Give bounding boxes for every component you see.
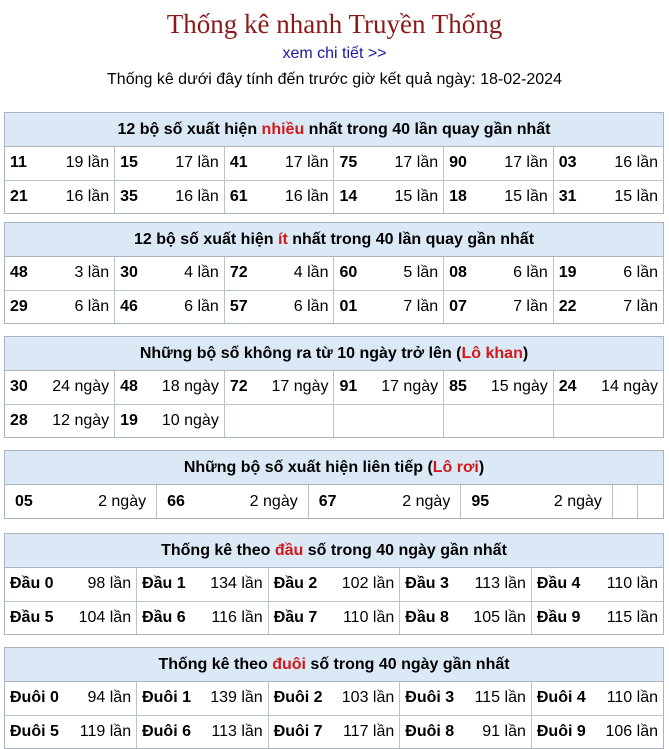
stat-cell [5,290,115,323]
table-row [5,715,663,748]
stat-value: 6 lần [74,297,110,315]
stat-cell [5,180,115,213]
stat-key: 35 [120,187,138,205]
stat-key: Đuôi 8 [405,722,455,740]
stat-value: 113 lần [211,722,263,740]
stat-cell [553,371,663,404]
stats-table [5,485,663,518]
heading-text: 12 bộ số xuất hiện [133,231,278,248]
stat-cell [5,147,115,180]
stat-value: 4 lần [184,264,219,282]
stat-key: Đuôi 7 [273,722,323,740]
stat-key: 15 [120,154,138,172]
stat-key: 30 [120,264,138,282]
stat-value: 24 ngày [52,378,110,396]
stat-value: 2 ngày [402,492,451,510]
stat-key: 22 [558,297,577,315]
stat-cell [553,290,663,323]
stat-cell [224,257,334,290]
stat-cell [612,485,637,518]
stat-cell [115,290,225,323]
stat-key: 07 [449,297,467,315]
stat-value: 15 lần [394,187,439,205]
stat-key: 85 [449,378,467,396]
stat-cell [268,568,400,601]
heading-text: ) [522,345,529,362]
stat-value: 91 lần [482,722,526,740]
heading-highlight: nhiều [261,121,305,138]
stat-value: 10 ngày [161,411,219,429]
stat-cell [553,404,663,437]
stat-key: 11 [10,154,27,172]
stat-cell [308,485,461,518]
stat-cell [553,257,663,290]
heading-text: 12 bộ số xuất hiện [117,121,262,138]
stat-cell [334,371,444,404]
stat-key: Đuôi 3 [405,689,455,707]
view-details-link[interactable]: xem chi tiết >> [282,45,387,62]
stat-key: 60 [339,264,358,282]
heading-text: Thống kê theo [158,656,273,673]
stat-value: 139 lần [210,689,263,707]
stat-cell [444,371,554,404]
stat-value: 6 lần [623,264,658,282]
table-row [5,290,663,323]
stat-value: 104 lần [78,608,132,626]
stat-cell [268,682,400,715]
table-row [5,601,663,634]
heading-text: ) [478,459,485,476]
stat-key: 46 [120,297,138,315]
stat-cell [5,404,115,437]
stat-cell [400,682,532,715]
stat-cell [444,290,554,323]
stat-cell [137,568,269,601]
stat-key: Đầu 9 [536,608,581,626]
stat-cell [531,715,663,748]
stat-key: 91 [339,378,358,396]
stat-value: 16 lần [175,187,219,205]
stat-key: 18 [449,187,467,205]
stat-cell [638,485,663,518]
stat-cell [553,180,663,213]
stat-value: 103 lần [341,689,395,707]
heading-text: nhất trong 40 lần quay gần nhất [304,121,551,138]
stat-cell [531,601,663,634]
stat-cell [5,715,137,748]
stat-key: 28 [10,411,28,429]
stat-cell [115,371,225,404]
stat-key: Đuôi 4 [536,689,586,707]
stat-key: 30 [10,378,28,396]
stat-value: 7 lần [403,297,439,315]
date-note: Thống kê dưới đây tính đến trước giờ kết quả ngày: 18-02-2024 [107,71,562,88]
stat-key: 95 [471,492,490,510]
section-heading [5,337,663,371]
stat-value: 5 lần [403,264,439,282]
stat-key: 08 [449,264,467,282]
stat-cell [115,257,225,290]
section-heading [5,451,663,485]
stat-value: 94 lần [87,689,132,707]
stat-value: 14 ngày [601,378,658,396]
stat-value: 7 lần [623,297,658,315]
stat-value: 102 lần [341,575,395,593]
stat-key: 66 [167,492,185,510]
stat-value: 115 lần [606,608,658,626]
heading-text: nhất trong 40 lần quay gần nhất [287,231,535,248]
stat-value: 15 ngày [490,378,548,396]
stat-value: 110 lần [606,689,658,707]
stat-key: 14 [339,187,358,205]
stat-cell [334,290,444,323]
stats-table [5,371,663,437]
stat-cell [334,147,444,180]
stat-value: 119 lần [79,722,132,740]
stat-value: 15 lần [504,187,548,205]
table-row [5,568,663,601]
stat-key: 57 [229,297,248,315]
stat-key: Đuôi 1 [142,689,191,707]
stat-value: 115 lần [474,689,526,707]
stat-cell [137,601,269,634]
stat-cell [115,147,225,180]
stat-key: 29 [10,297,28,315]
stat-cell [224,180,334,213]
stat-value: 15 lần [614,187,658,205]
stat-key: 48 [120,378,138,396]
stat-value: 17 lần [284,154,329,172]
stat-value: 134 lần [210,575,263,593]
section-heading [5,113,663,147]
stat-key: Đuôi 0 [10,689,59,707]
stat-cell [531,568,663,601]
stat-cell [444,257,554,290]
stat-key: Đầu 1 [142,575,186,593]
stat-value: 17 lần [175,154,219,172]
stat-key: Đuôi 2 [273,689,323,707]
section-heading [5,648,663,682]
page-title: Thống kê nhanh Truyền Thống [166,9,503,39]
table-row [5,682,663,715]
stat-value: 116 lần [211,608,263,626]
stat-value: 98 lần [87,575,132,593]
page-header [0,0,669,90]
stat-key: 24 [558,378,577,396]
stat-cell [444,404,554,437]
stat-cell [334,404,444,437]
table-row [5,485,663,518]
table-row [5,371,663,404]
stat-key: 19 [120,411,138,429]
lo-khan-section [4,336,664,438]
stats-table [5,568,663,634]
stat-key: Đầu 6 [142,608,186,626]
lo-roi-section [4,450,664,519]
stat-cell [444,180,554,213]
stat-cell [5,371,115,404]
stat-value: 17 lần [394,154,439,172]
dau-stats-section [4,533,664,635]
heading-highlight: đầu [274,542,304,559]
stat-key: 72 [229,378,248,396]
stat-cell [224,404,334,437]
stat-value: 17 ngày [271,378,329,396]
stat-value: 2 ngày [249,492,298,510]
table-row [5,147,663,180]
heading-text: Thống kê theo [161,542,275,559]
stat-value: 6 lần [513,264,548,282]
stat-cell [137,682,269,715]
stat-key: 75 [339,154,358,172]
section-heading [5,223,663,257]
stat-value: 17 ngày [381,378,439,396]
stats-table [5,257,663,323]
heading-highlight: Lô rơi [432,459,479,476]
stats-table [5,682,663,748]
stat-cell [334,257,444,290]
table-row [5,404,663,437]
heading-highlight: Lô khan [461,345,523,362]
stat-cell [444,147,554,180]
duoi-stats-section [4,647,664,749]
stat-cell [400,715,532,748]
stat-cell [224,371,334,404]
stat-key: 61 [229,187,248,205]
stat-cell [268,715,400,748]
heading-text: số trong 40 ngày gần nhất [303,542,507,559]
heading-text: số trong 40 ngày gần nhất [305,656,510,673]
stat-key: 72 [229,264,248,282]
stat-key: Đầu 3 [405,575,449,593]
stat-value: 3 lần [74,264,110,282]
heading-text: Những bộ số không ra từ 10 ngày trở lên ( [139,345,462,362]
stat-cell [115,404,225,437]
stat-value: 12 ngày [52,411,110,429]
stat-key: Đầu 2 [273,575,318,593]
stat-key: 48 [10,264,28,282]
stat-cell [334,180,444,213]
stat-cell [5,485,157,518]
stat-value: 17 lần [504,154,548,172]
stat-key: Đuôi 6 [142,722,191,740]
stats-table [5,147,663,213]
most-frequent-section [4,112,664,214]
stat-key: 67 [318,492,337,510]
stat-key: Đuôi 9 [536,722,586,740]
stat-cell [531,682,663,715]
stat-cell [553,147,663,180]
stat-cell [115,180,225,213]
stat-value: 2 ngày [98,492,147,510]
stat-value: 16 lần [65,187,110,205]
stat-key: Đầu 4 [536,575,581,593]
stat-key: 01 [339,297,358,315]
heading-text: Những bộ số xuất hiện liên tiếp ( [183,459,433,476]
stat-value: 106 lần [605,722,658,740]
stat-value: 117 lần [342,722,395,740]
stat-cell [268,601,400,634]
stat-value: 6 lần [184,297,219,315]
heading-highlight: ít [278,231,288,248]
stat-cell [157,485,309,518]
stat-key: Đầu 8 [405,608,449,626]
stat-cell [461,485,613,518]
stat-cell [5,601,137,634]
stat-key: 90 [449,154,467,172]
table-row [5,257,663,290]
stat-key: 31 [558,187,577,205]
stat-key: Đuôi 5 [10,722,59,740]
stat-key: 03 [558,154,577,172]
stat-value: 18 ngày [161,378,219,396]
stat-value: 4 lần [293,264,329,282]
stat-value: 2 ngày [553,492,602,510]
stat-cell [400,601,532,634]
stat-value: 110 lần [342,608,395,626]
stat-cell [224,290,334,323]
stat-value: 6 lần [293,297,329,315]
stat-key: 21 [10,187,28,205]
stat-key: 19 [558,264,577,282]
stat-value: 113 lần [474,575,526,593]
stat-key: Đầu 7 [273,608,318,626]
stat-value: 16 lần [614,154,658,172]
stat-key: 41 [229,154,248,172]
stat-value: 7 lần [513,297,548,315]
stat-cell [5,568,137,601]
section-heading [5,534,663,568]
heading-highlight: đuôi [272,656,306,673]
stat-cell [400,568,532,601]
stat-cell [137,715,269,748]
stat-value: 16 lần [284,187,329,205]
stat-cell [5,257,115,290]
stat-value: 19 lần [65,154,110,172]
stat-value: 105 lần [473,608,526,626]
stat-cell [224,147,334,180]
stat-cell [5,682,137,715]
stat-key: 05 [15,492,33,510]
stat-key: Đầu 5 [10,608,54,626]
stat-value: 110 lần [606,575,658,593]
table-row [5,180,663,213]
least-frequent-section [4,222,664,324]
stat-key: Đầu 0 [10,575,54,593]
